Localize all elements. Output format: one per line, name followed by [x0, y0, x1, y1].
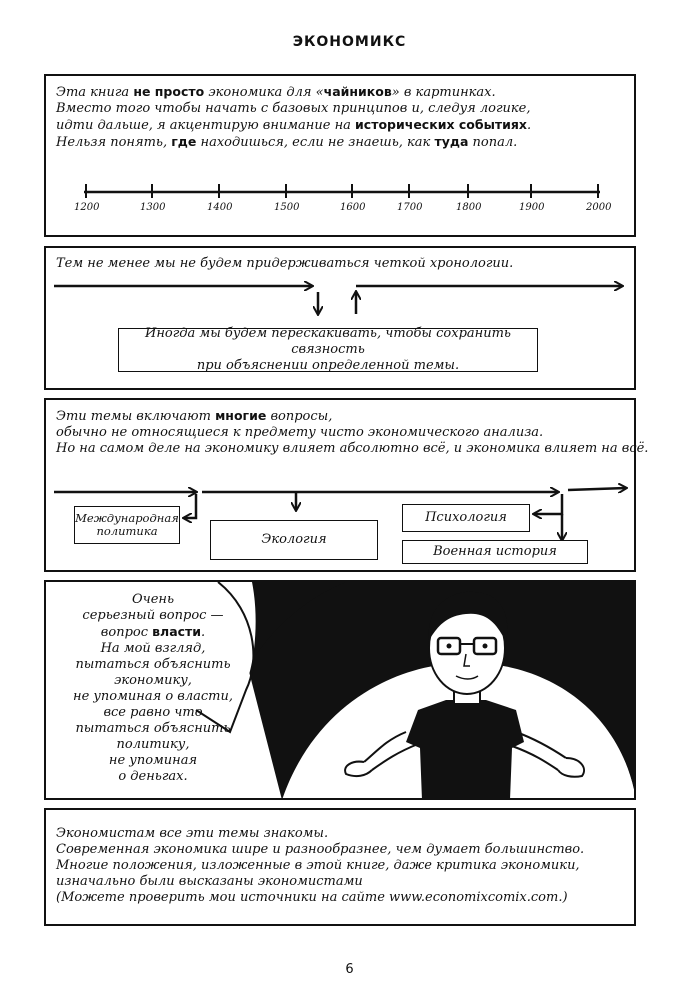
intro-line-1: Эта книга не просто экономика для «чайников» в картинках. — [56, 84, 496, 100]
economists-text: Экономистам все эти темы знакомы. Современная экономика шире и разнообразнее, чем думает большинство. Многие положения, изложенные в этой книге, даже критика экономики, изначально были высказаны экономистами (Можете проверить мои источники на сайте www.economixcomix.com.) — [56, 826, 585, 905]
timeline-tick-1300: 1300 — [140, 202, 166, 213]
speech-text: Очень серьезный вопрос — вопрос власти. На мой взгляд, пытаться объяснить экономику, не упоминая о власти, все равно что пытаться объяснить политику, не упоминая о деньгах. — [73, 592, 233, 784]
topics-line-1: Эти темы включают многие вопросы, — [56, 408, 333, 424]
timeline-tick-2000: 2000 — [586, 202, 612, 213]
jump-explanation-box: Иногда мы будем перескакивать, чтобы сохранить связность при объяснении определенной темы. — [118, 328, 538, 372]
page-title: ЭКОНОМИКС — [292, 34, 407, 50]
topics-line-3: Но на самом деле на экономику влияет абсолютно всё, и экономика влияет на всё. — [56, 441, 649, 456]
topic-military-history: Военная история — [402, 540, 588, 564]
timeline-axis — [46, 76, 638, 239]
panel-intro — [44, 74, 636, 237]
intro-line-4: Нельзя понять, где находишься, если не знаешь, как туда попал. — [56, 134, 518, 150]
author-illustration — [46, 582, 636, 800]
timeline-tick-1600: 1600 — [340, 202, 366, 213]
timeline-tick-1200: 1200 — [74, 202, 100, 213]
topic-ecology: Экология — [210, 520, 378, 560]
topic-psychology: Психология — [402, 504, 530, 532]
timeline-tick-1700: 1700 — [397, 202, 423, 213]
panel-topics — [44, 398, 649, 572]
timeline-tick-1800: 1800 — [456, 202, 482, 213]
topics-line-2: обычно не относящиеся к предмету чисто экономического анализа. — [56, 425, 544, 440]
topic-international-politics: Международная политика — [74, 506, 180, 544]
timeline-tick-1400: 1400 — [207, 202, 233, 213]
panel-power — [44, 580, 636, 800]
page-number: 6 — [345, 962, 354, 977]
timeline-tick-1500: 1500 — [274, 202, 300, 213]
timeline-tick-1900: 1900 — [519, 202, 545, 213]
panel-chronology — [44, 246, 636, 390]
panel-economists — [44, 808, 636, 926]
intro-line-2: Вместо того чтобы начать с базовых принципов и, следуя логике, — [56, 101, 531, 116]
chronology-caption: Тем не менее мы не будем придерживаться четкой хронологии. — [56, 256, 514, 271]
intro-line-3: идти дальше, я акцентирую внимание на исторических событиях. — [56, 117, 532, 133]
